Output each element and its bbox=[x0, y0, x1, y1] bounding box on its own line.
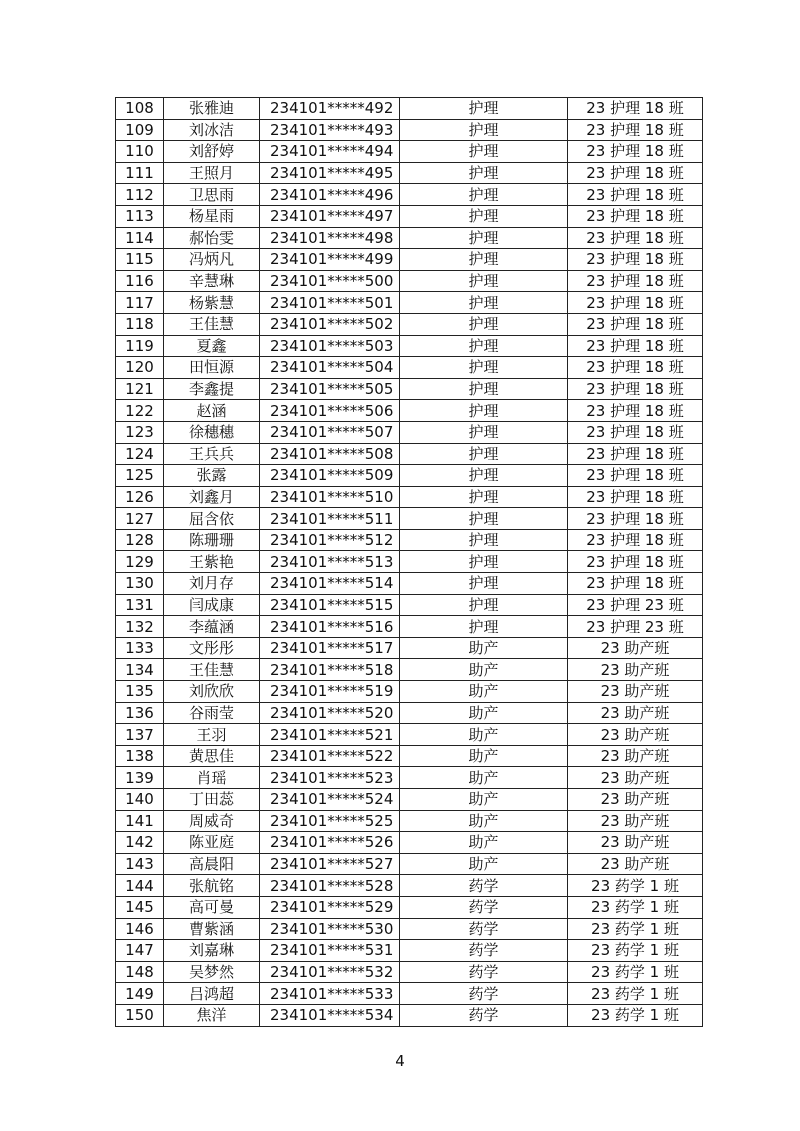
class-cell: 23 护理 18 班 bbox=[568, 205, 703, 227]
major-cell: 助产 bbox=[400, 810, 568, 832]
major-cell: 药学 bbox=[400, 875, 568, 897]
row-number-cell: 149 bbox=[116, 983, 164, 1005]
table-row bbox=[116, 961, 703, 983]
student-name-cell: 王羽 bbox=[164, 724, 260, 746]
page-number: 4 bbox=[395, 1052, 405, 1070]
row-number-cell: 128 bbox=[116, 529, 164, 551]
class-cell: 23 助产班 bbox=[568, 702, 703, 724]
major-cell: 护理 bbox=[400, 465, 568, 487]
row-number-cell: 127 bbox=[116, 508, 164, 530]
row-number-cell: 133 bbox=[116, 637, 164, 659]
major-cell: 护理 bbox=[400, 508, 568, 530]
row-number-cell: 110 bbox=[116, 141, 164, 163]
class-cell: 23 药学 1 班 bbox=[568, 1004, 703, 1026]
student-id-cell: 234101*****499 bbox=[260, 249, 400, 271]
major-cell: 助产 bbox=[400, 832, 568, 854]
student-name-cell: 高可曼 bbox=[164, 896, 260, 918]
student-id-cell: 234101*****518 bbox=[260, 659, 400, 681]
student-name-cell: 卫思雨 bbox=[164, 184, 260, 206]
table-row bbox=[116, 270, 703, 292]
row-number-cell: 120 bbox=[116, 357, 164, 379]
student-name-cell: 辛慧琳 bbox=[164, 270, 260, 292]
major-cell: 护理 bbox=[400, 335, 568, 357]
major-cell: 药学 bbox=[400, 1004, 568, 1026]
row-number-cell: 113 bbox=[116, 205, 164, 227]
table-row bbox=[116, 853, 703, 875]
student-id-cell: 234101*****527 bbox=[260, 853, 400, 875]
table-row bbox=[116, 983, 703, 1005]
student-name-cell: 刘月存 bbox=[164, 573, 260, 595]
student-id-cell: 234101*****507 bbox=[260, 421, 400, 443]
class-cell: 23 护理 23 班 bbox=[568, 594, 703, 616]
student-name-cell: 周威奇 bbox=[164, 810, 260, 832]
student-name-cell: 闫成康 bbox=[164, 594, 260, 616]
student-id-cell: 234101*****503 bbox=[260, 335, 400, 357]
major-cell: 助产 bbox=[400, 853, 568, 875]
major-cell: 护理 bbox=[400, 313, 568, 335]
class-cell: 23 护理 18 班 bbox=[568, 529, 703, 551]
class-cell: 23 护理 18 班 bbox=[568, 465, 703, 487]
student-id-cell: 234101*****502 bbox=[260, 313, 400, 335]
row-number-cell: 117 bbox=[116, 292, 164, 314]
class-cell: 23 护理 18 班 bbox=[568, 162, 703, 184]
major-cell: 药学 bbox=[400, 896, 568, 918]
student-id-cell: 234101*****512 bbox=[260, 529, 400, 551]
student-id-cell: 234101*****533 bbox=[260, 983, 400, 1005]
major-cell: 护理 bbox=[400, 594, 568, 616]
student-id-cell: 234101*****530 bbox=[260, 918, 400, 940]
table-row bbox=[116, 465, 703, 487]
student-name-cell: 高晨阳 bbox=[164, 853, 260, 875]
class-cell: 23 助产班 bbox=[568, 767, 703, 789]
class-cell: 23 护理 18 班 bbox=[568, 486, 703, 508]
student-name-cell: 吴梦然 bbox=[164, 961, 260, 983]
class-cell: 23 药学 1 班 bbox=[568, 983, 703, 1005]
student-name-cell: 王佳慧 bbox=[164, 659, 260, 681]
major-cell: 助产 bbox=[400, 745, 568, 767]
row-number-cell: 109 bbox=[116, 119, 164, 141]
major-cell: 护理 bbox=[400, 162, 568, 184]
table-row bbox=[116, 184, 703, 206]
row-number-cell: 116 bbox=[116, 270, 164, 292]
student-id-cell: 234101*****492 bbox=[260, 98, 400, 120]
table-row bbox=[116, 918, 703, 940]
student-id-cell: 234101*****504 bbox=[260, 357, 400, 379]
student-name-cell: 张露 bbox=[164, 465, 260, 487]
table-row bbox=[116, 573, 703, 595]
major-cell: 护理 bbox=[400, 529, 568, 551]
student-name-cell: 徐穗穗 bbox=[164, 421, 260, 443]
row-number-cell: 142 bbox=[116, 832, 164, 854]
student-name-cell: 焦洋 bbox=[164, 1004, 260, 1026]
class-cell: 23 护理 18 班 bbox=[568, 249, 703, 271]
table-row bbox=[116, 98, 703, 120]
row-number-cell: 119 bbox=[116, 335, 164, 357]
row-number-cell: 122 bbox=[116, 400, 164, 422]
student-id-cell: 234101*****521 bbox=[260, 724, 400, 746]
student-id-cell: 234101*****497 bbox=[260, 205, 400, 227]
major-cell: 助产 bbox=[400, 767, 568, 789]
student-name-cell: 丁田蕊 bbox=[164, 789, 260, 811]
class-cell: 23 助产班 bbox=[568, 832, 703, 854]
student-name-cell: 刘冰洁 bbox=[164, 119, 260, 141]
student-id-cell: 234101*****505 bbox=[260, 378, 400, 400]
major-cell: 护理 bbox=[400, 551, 568, 573]
class-cell: 23 药学 1 班 bbox=[568, 875, 703, 897]
major-cell: 药学 bbox=[400, 961, 568, 983]
table-row bbox=[116, 357, 703, 379]
student-name-cell: 谷雨莹 bbox=[164, 702, 260, 724]
student-id-cell: 234101*****522 bbox=[260, 745, 400, 767]
row-number-cell: 112 bbox=[116, 184, 164, 206]
class-cell: 23 护理 18 班 bbox=[568, 335, 703, 357]
class-cell: 23 护理 18 班 bbox=[568, 400, 703, 422]
major-cell: 护理 bbox=[400, 357, 568, 379]
class-cell: 23 护理 18 班 bbox=[568, 508, 703, 530]
table-row bbox=[116, 529, 703, 551]
student-name-cell: 王兵兵 bbox=[164, 443, 260, 465]
class-cell: 23 护理 18 班 bbox=[568, 573, 703, 595]
major-cell: 护理 bbox=[400, 184, 568, 206]
major-cell: 护理 bbox=[400, 421, 568, 443]
major-cell: 护理 bbox=[400, 141, 568, 163]
student-name-cell: 李鑫提 bbox=[164, 378, 260, 400]
row-number-cell: 134 bbox=[116, 659, 164, 681]
table-row bbox=[116, 421, 703, 443]
table-row bbox=[116, 335, 703, 357]
row-number-cell: 138 bbox=[116, 745, 164, 767]
major-cell: 护理 bbox=[400, 400, 568, 422]
student-name-cell: 王照月 bbox=[164, 162, 260, 184]
table-row bbox=[116, 745, 703, 767]
student-id-cell: 234101*****526 bbox=[260, 832, 400, 854]
row-number-cell: 137 bbox=[116, 724, 164, 746]
row-number-cell: 148 bbox=[116, 961, 164, 983]
row-number-cell: 141 bbox=[116, 810, 164, 832]
student-name-cell: 屈含依 bbox=[164, 508, 260, 530]
row-number-cell: 114 bbox=[116, 227, 164, 249]
row-number-cell: 115 bbox=[116, 249, 164, 271]
student-id-cell: 234101*****529 bbox=[260, 896, 400, 918]
major-cell: 助产 bbox=[400, 637, 568, 659]
class-cell: 23 助产班 bbox=[568, 681, 703, 703]
student-id-cell: 234101*****509 bbox=[260, 465, 400, 487]
class-cell: 23 药学 1 班 bbox=[568, 940, 703, 962]
row-number-cell: 126 bbox=[116, 486, 164, 508]
class-cell: 23 助产班 bbox=[568, 789, 703, 811]
student-name-cell: 刘嘉琳 bbox=[164, 940, 260, 962]
major-cell: 护理 bbox=[400, 270, 568, 292]
student-name-cell: 夏鑫 bbox=[164, 335, 260, 357]
class-cell: 23 护理 18 班 bbox=[568, 141, 703, 163]
row-number-cell: 145 bbox=[116, 896, 164, 918]
table-row bbox=[116, 292, 703, 314]
major-cell: 助产 bbox=[400, 681, 568, 703]
table-row bbox=[116, 551, 703, 573]
student-id-cell: 234101*****514 bbox=[260, 573, 400, 595]
row-number-cell: 135 bbox=[116, 681, 164, 703]
student-name-cell: 张雅迪 bbox=[164, 98, 260, 120]
class-cell: 23 助产班 bbox=[568, 745, 703, 767]
table-row bbox=[116, 141, 703, 163]
row-number-cell: 143 bbox=[116, 853, 164, 875]
student-id-cell: 234101*****532 bbox=[260, 961, 400, 983]
major-cell: 药学 bbox=[400, 918, 568, 940]
row-number-cell: 111 bbox=[116, 162, 164, 184]
row-number-cell: 121 bbox=[116, 378, 164, 400]
row-number-cell: 150 bbox=[116, 1004, 164, 1026]
table-row bbox=[116, 1004, 703, 1026]
row-number-cell: 125 bbox=[116, 465, 164, 487]
row-number-cell: 123 bbox=[116, 421, 164, 443]
major-cell: 护理 bbox=[400, 573, 568, 595]
student-id-cell: 234101*****508 bbox=[260, 443, 400, 465]
student-id-cell: 234101*****524 bbox=[260, 789, 400, 811]
table-row bbox=[116, 875, 703, 897]
student-id-cell: 234101*****511 bbox=[260, 508, 400, 530]
class-cell: 23 护理 18 班 bbox=[568, 98, 703, 120]
class-cell: 23 护理 18 班 bbox=[568, 184, 703, 206]
table-row bbox=[116, 486, 703, 508]
student-id-cell: 234101*****494 bbox=[260, 141, 400, 163]
row-number-cell: 147 bbox=[116, 940, 164, 962]
major-cell: 护理 bbox=[400, 486, 568, 508]
class-cell: 23 药学 1 班 bbox=[568, 918, 703, 940]
student-name-cell: 肖瑶 bbox=[164, 767, 260, 789]
student-id-cell: 234101*****496 bbox=[260, 184, 400, 206]
student-id-cell: 234101*****520 bbox=[260, 702, 400, 724]
student-name-cell: 赵涵 bbox=[164, 400, 260, 422]
row-number-cell: 146 bbox=[116, 918, 164, 940]
class-cell: 23 护理 23 班 bbox=[568, 616, 703, 638]
table-row bbox=[116, 896, 703, 918]
student-name-cell: 文彤彤 bbox=[164, 637, 260, 659]
major-cell: 护理 bbox=[400, 227, 568, 249]
major-cell: 护理 bbox=[400, 292, 568, 314]
class-cell: 23 护理 18 班 bbox=[568, 270, 703, 292]
row-number-cell: 130 bbox=[116, 573, 164, 595]
student-id-cell: 234101*****516 bbox=[260, 616, 400, 638]
table-row bbox=[116, 249, 703, 271]
student-name-cell: 郝怡雯 bbox=[164, 227, 260, 249]
student-name-cell: 吕鸿超 bbox=[164, 983, 260, 1005]
class-cell: 23 助产班 bbox=[568, 724, 703, 746]
table-row bbox=[116, 378, 703, 400]
class-cell: 23 护理 18 班 bbox=[568, 421, 703, 443]
class-cell: 23 护理 18 班 bbox=[568, 227, 703, 249]
student-id-cell: 234101*****510 bbox=[260, 486, 400, 508]
table-row bbox=[116, 659, 703, 681]
major-cell: 护理 bbox=[400, 616, 568, 638]
student-name-cell: 曹紫涵 bbox=[164, 918, 260, 940]
class-cell: 23 护理 18 班 bbox=[568, 292, 703, 314]
major-cell: 助产 bbox=[400, 659, 568, 681]
class-cell: 23 护理 18 班 bbox=[568, 119, 703, 141]
table-row bbox=[116, 810, 703, 832]
major-cell: 助产 bbox=[400, 724, 568, 746]
student-name-cell: 陈亚庭 bbox=[164, 832, 260, 854]
table-row bbox=[116, 832, 703, 854]
row-number-cell: 140 bbox=[116, 789, 164, 811]
student-id-cell: 234101*****500 bbox=[260, 270, 400, 292]
major-cell: 药学 bbox=[400, 940, 568, 962]
major-cell: 助产 bbox=[400, 789, 568, 811]
class-cell: 23 护理 18 班 bbox=[568, 313, 703, 335]
row-number-cell: 144 bbox=[116, 875, 164, 897]
row-number-cell: 129 bbox=[116, 551, 164, 573]
student-name-cell: 张航铭 bbox=[164, 875, 260, 897]
table-row bbox=[116, 205, 703, 227]
class-cell: 23 助产班 bbox=[568, 637, 703, 659]
table-row bbox=[116, 227, 703, 249]
student-name-cell: 冯炳凡 bbox=[164, 249, 260, 271]
student-roster-table bbox=[115, 97, 703, 1027]
student-id-cell: 234101*****513 bbox=[260, 551, 400, 573]
student-id-cell: 234101*****495 bbox=[260, 162, 400, 184]
major-cell: 助产 bbox=[400, 702, 568, 724]
class-cell: 23 助产班 bbox=[568, 853, 703, 875]
major-cell: 护理 bbox=[400, 98, 568, 120]
table-row bbox=[116, 508, 703, 530]
row-number-cell: 139 bbox=[116, 767, 164, 789]
student-name-cell: 刘欣欣 bbox=[164, 681, 260, 703]
table-row bbox=[116, 702, 703, 724]
student-name-cell: 刘舒婷 bbox=[164, 141, 260, 163]
class-cell: 23 助产班 bbox=[568, 810, 703, 832]
table-row bbox=[116, 594, 703, 616]
student-id-cell: 234101*****501 bbox=[260, 292, 400, 314]
student-name-cell: 田恒源 bbox=[164, 357, 260, 379]
table-row bbox=[116, 724, 703, 746]
row-number-cell: 131 bbox=[116, 594, 164, 616]
table-row bbox=[116, 616, 703, 638]
student-name-cell: 黄思佳 bbox=[164, 745, 260, 767]
row-number-cell: 136 bbox=[116, 702, 164, 724]
student-name-cell: 杨星雨 bbox=[164, 205, 260, 227]
major-cell: 护理 bbox=[400, 378, 568, 400]
class-cell: 23 药学 1 班 bbox=[568, 896, 703, 918]
table-row bbox=[116, 681, 703, 703]
table-row bbox=[116, 162, 703, 184]
student-id-cell: 234101*****519 bbox=[260, 681, 400, 703]
table-row bbox=[116, 443, 703, 465]
major-cell: 护理 bbox=[400, 249, 568, 271]
major-cell: 药学 bbox=[400, 983, 568, 1005]
table-row bbox=[116, 767, 703, 789]
major-cell: 护理 bbox=[400, 119, 568, 141]
student-id-cell: 234101*****523 bbox=[260, 767, 400, 789]
student-id-cell: 234101*****525 bbox=[260, 810, 400, 832]
class-cell: 23 护理 18 班 bbox=[568, 357, 703, 379]
student-id-cell: 234101*****506 bbox=[260, 400, 400, 422]
table-row bbox=[116, 313, 703, 335]
row-number-cell: 118 bbox=[116, 313, 164, 335]
roster-body bbox=[116, 98, 703, 1027]
student-id-cell: 234101*****498 bbox=[260, 227, 400, 249]
row-number-cell: 108 bbox=[116, 98, 164, 120]
class-cell: 23 助产班 bbox=[568, 659, 703, 681]
major-cell: 护理 bbox=[400, 205, 568, 227]
student-id-cell: 234101*****515 bbox=[260, 594, 400, 616]
student-name-cell: 陈珊珊 bbox=[164, 529, 260, 551]
student-name-cell: 杨紫慧 bbox=[164, 292, 260, 314]
table-row bbox=[116, 119, 703, 141]
class-cell: 23 护理 18 班 bbox=[568, 378, 703, 400]
row-number-cell: 124 bbox=[116, 443, 164, 465]
table-row bbox=[116, 789, 703, 811]
student-id-cell: 234101*****493 bbox=[260, 119, 400, 141]
class-cell: 23 药学 1 班 bbox=[568, 961, 703, 983]
student-name-cell: 刘鑫月 bbox=[164, 486, 260, 508]
class-cell: 23 护理 18 班 bbox=[568, 551, 703, 573]
student-id-cell: 234101*****528 bbox=[260, 875, 400, 897]
student-id-cell: 234101*****534 bbox=[260, 1004, 400, 1026]
table-row bbox=[116, 400, 703, 422]
table-row bbox=[116, 940, 703, 962]
row-number-cell: 132 bbox=[116, 616, 164, 638]
student-name-cell: 王佳慧 bbox=[164, 313, 260, 335]
table-row bbox=[116, 637, 703, 659]
student-id-cell: 234101*****531 bbox=[260, 940, 400, 962]
student-id-cell: 234101*****517 bbox=[260, 637, 400, 659]
major-cell: 护理 bbox=[400, 443, 568, 465]
student-name-cell: 李蕴涵 bbox=[164, 616, 260, 638]
class-cell: 23 护理 18 班 bbox=[568, 443, 703, 465]
student-name-cell: 王紫艳 bbox=[164, 551, 260, 573]
